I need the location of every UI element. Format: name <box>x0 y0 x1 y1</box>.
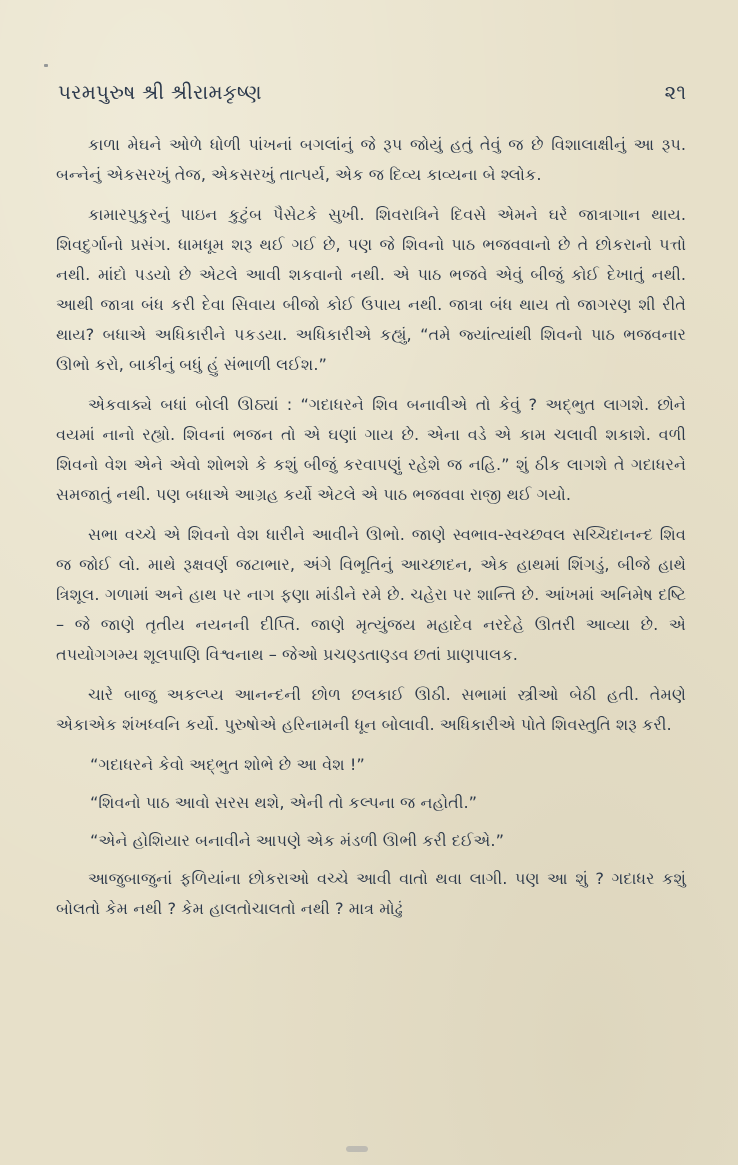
quote-line: “ગદાધરને કેવો અદ્ભુત શોભે છે આ વેશ !” <box>90 755 365 774</box>
page-number: ૨૧ <box>664 80 686 104</box>
closing-paragraph: આજુબાજુનાં ફળિયાંના છોકરાઓ વચ્ચે આવી વાતો થવા લાગી. પણ આ શું ? ગદાધર કશું બોલતો કેમ નથી ? કેમ હાલતોચાલતો નથી ? માત્ર મોઢું <box>56 869 686 918</box>
quote-line: “શિવનો પાઠ આવો સરસ થશે, એની તો કલ્પના જ નહોતી.” <box>90 793 478 812</box>
paragraph: કાળા મેઘને ઓળે ધોળી પાંખનાં બગલાંનું જે રૂપ જોયું હતું તેવું જ છે વિશાલાક્ષીનું આ રૂપ. બન્નેનું એકસરખું તેજ, એકસરખું તાત્પર્ય, એક જ દિવ્ય કાવ્યના બે શ્લોક. <box>56 135 686 184</box>
paragraph: ચારે બાજુ અકલ્પ્ય આનન્દની છોળ છલકાઈ ઊઠી. સભામાં સ્ત્રીઓ બેઠી હતી. તેમણે એકાએક શંખધ્વનિ કર્યો. પુરુષોએ હરિનામની ધૂન બોલાવી. અધિકારીએ પોતે શિવસ્તુતિ શરૂ કરી. <box>56 685 686 734</box>
running-head-title: પરમપુરુષ શ્રી શ્રીરામકૃષ્ણ <box>58 80 262 104</box>
body-text <box>56 130 686 934</box>
ink-speck <box>44 64 48 67</box>
page-stain <box>346 1146 368 1152</box>
paragraph: એકવાક્યે બધાં બોલી ઊઠ્યાં : “ગદાધરને શિવ બનાવીએ તો કેવું ? અદ્ભુત લાગશે. છોને વયમાં નાનો રહ્યો. શિવનાં ભજન તો એ ઘણાં ગાય છે. એના વડે એ કામ ચલાવી શકાશે. વળી શિવનો વેશ એને એવો શોભશે કે કશું બીજું કરવાપણું રહેશે જ નહિ.” શું ઠીક લાગશે તે ગદાધરને સમજાતું નથી. પણ બધાએ આગ્રહ કર્યો એટલે એ પાઠ ભજવવા રાજી થઈ ગયો. <box>56 395 686 504</box>
paragraph: કામારપુકુરનું પાઇન કુટુંબ પૈસેટકે સુખી. શિવરાત્રિને દિવસે એમને ઘરે જાત્રાગાન થાય. શિવદુર્ગાનો પ્રસંગ. ધામધૂમ શરૂ થઈ ગઈ છે, પણ જે શિવનો પાઠ ભજવવાનો છે તે છોકરાનો પત્તો નથી. માંદો પડયો છે એટલે આવી શકવાનો નથી. એ પાઠ ભજવે એવું બીજું કોઈ દેખાતું નથી. આથી જાત્રા બંધ કરી દેવા સિવાય બીજો કોઈ ઉપાય નથી. જાત્રા બંધ થાય તો જાગરણ શી રીતે થાય? બધાએ અધિકારીને પકડયા. અધિકારીએ કહ્યું, “તમે જ્યાંત્યાંથી શિવનો પાઠ ભજવનાર ઊભો કરો, બાકીનું બધું હું સંભાળી લઈશ.” <box>56 205 686 374</box>
paragraph: સભા વચ્ચે એ શિવનો વેશ ધારીને આવીને ઊભો. જાણે સ્વભાવ-સ્વચ્છવલ સચ્ચિદાનન્દ શિવ જ જોઈ લો. માથે રૂક્ષવર્ણ જટાભાર, અંગે વિભૂતિનું આચ્છાદન, એક હાથમાં શિંગડું, બીજે હાથે ત્રિશૂલ. ગળામાં અને હાથ પર નાગ ફણા માંડીને રમે છે. ચહેરા પર શાન્તિ છે. આંખમાં અનિમેષ દષ્ટિ – જે જાણે તૃતીય નયનની દીપ્તિ. જાણે મૃત્યુંજય મહાદેવ નરદેહે ઊતરી આવ્યા છે. એ તપયોગગમ્ય શૂલપાણિ વિશ્વનાથ – જેઓ પ્રચણ્ડતાણ્ડવ છતાં પ્રાણપાલક. <box>56 525 686 664</box>
quote-line: “એને હોશિયાર બનાવીને આપણે એક મંડળી ઊભી કરી દઈએ.” <box>90 831 504 850</box>
